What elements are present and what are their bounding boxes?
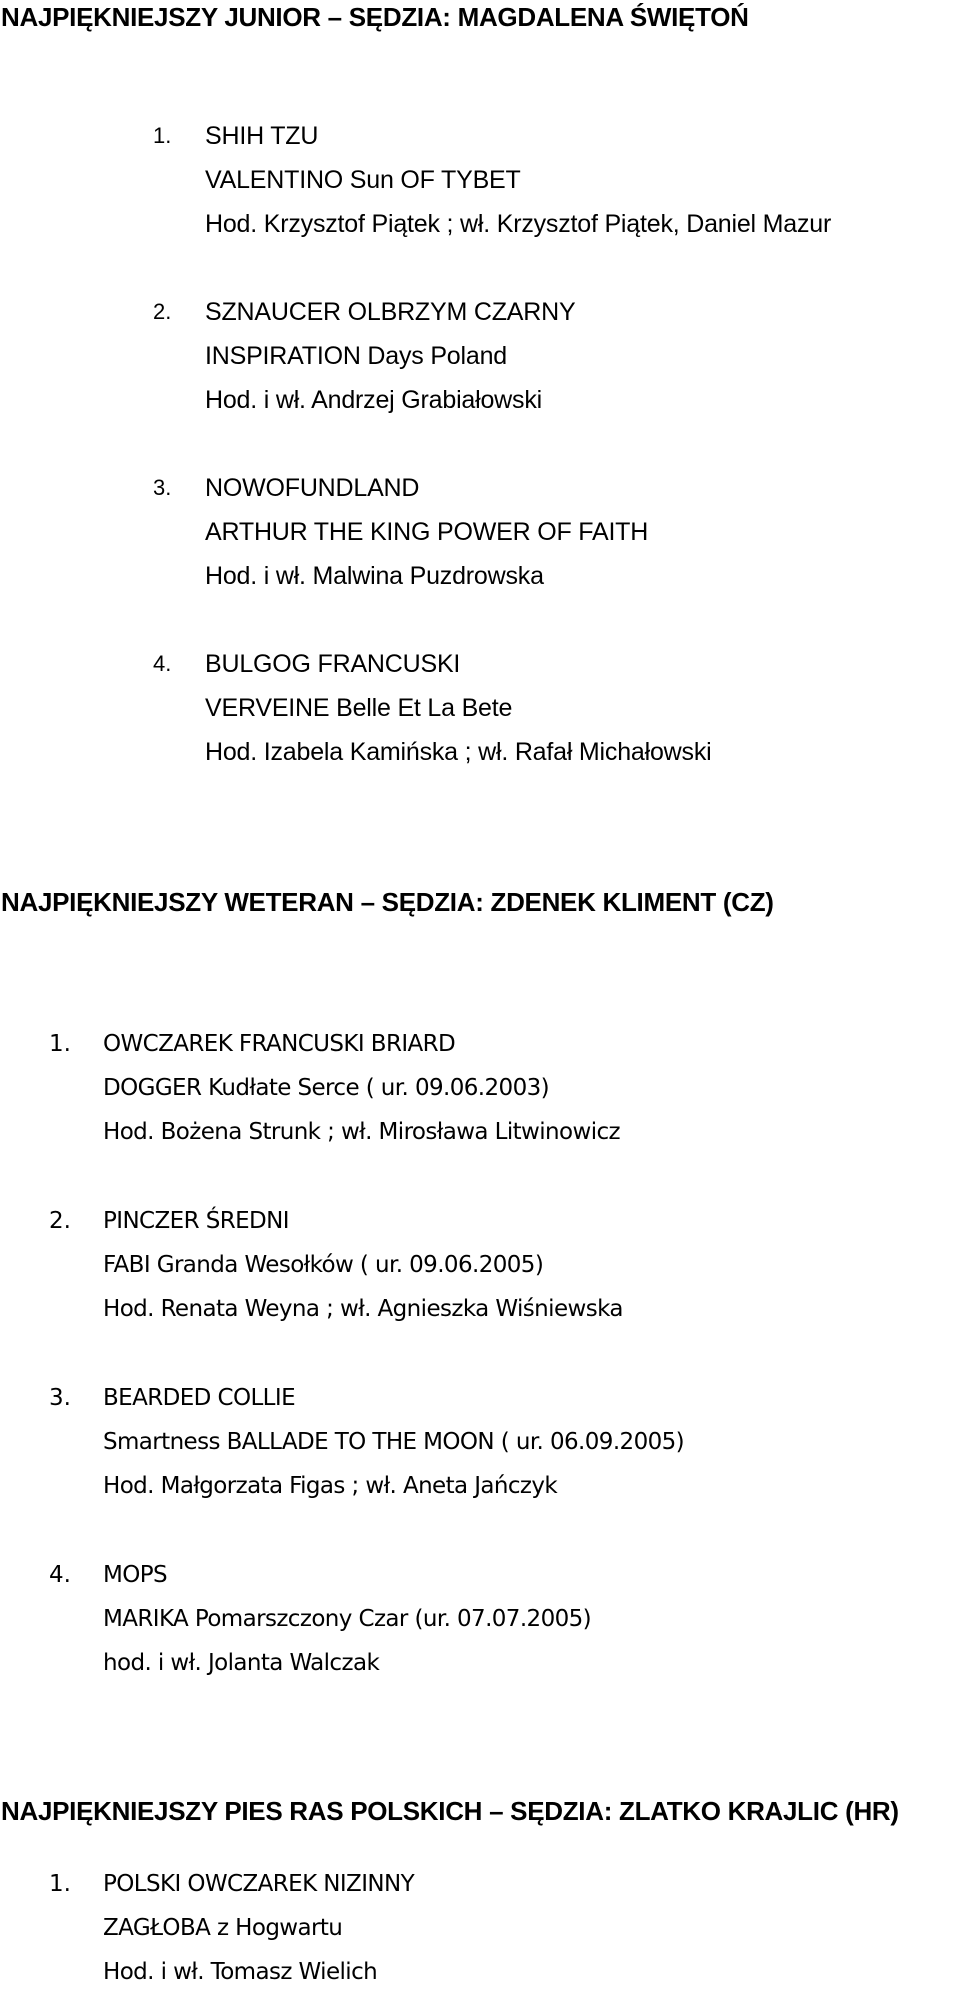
- dog-name: VALENTINO Sun OF TYBET: [205, 166, 521, 194]
- item-number: 1.: [49, 1031, 71, 1057]
- breeder-owner: Hod. Izabela Kamińska ; wł. Rafał Michałowski: [205, 738, 712, 766]
- breed: BULGOG FRANCUSKI: [205, 650, 461, 678]
- breeder-owner: Hod. i wł. Tomasz Wielich: [103, 1959, 378, 1985]
- breeder-owner: Hod. Bożena Strunk ; wł. Mirosława Litwinowicz: [103, 1119, 621, 1145]
- section-heading-veteran: NAJPIĘKNIEJSZY WETERAN – SĘDZIA: ZDENEK KLIMENT (CZ): [1, 887, 774, 917]
- dog-name: INSPIRATION Days Poland: [205, 342, 507, 370]
- dog-name: ZAGŁOBA z Hogwartu: [103, 1915, 343, 1941]
- breed: SHIH TZU: [205, 122, 319, 150]
- breeder-owner: Hod. i wł. Andrzej Grabiałowski: [205, 386, 542, 414]
- breed: OWCZAREK FRANCUSKI BRIARD: [103, 1031, 456, 1057]
- item-number: 1.: [153, 123, 172, 148]
- breeder-owner: Hod. Renata Weyna ; wł. Agnieszka Wiśniewska: [103, 1296, 623, 1322]
- breed: NOWOFUNDLAND: [205, 474, 420, 502]
- breed: BEARDED COLLIE: [103, 1385, 295, 1411]
- item-number: 3.: [49, 1385, 71, 1411]
- dog-name: DOGGER Kudłate Serce ( ur. 09.06.2003): [103, 1075, 550, 1101]
- item-number: 2.: [153, 299, 172, 324]
- dog-name: MARIKA Pomarszczony Czar (ur. 07.07.2005): [103, 1606, 592, 1632]
- section-heading-polish-breeds: NAJPIĘKNIEJSZY PIES RAS POLSKICH – SĘDZIA: ZLATKO KRAJLIC (HR): [1, 1796, 899, 1826]
- breed: MOPS: [103, 1562, 168, 1588]
- breed: SZNAUCER OLBRZYM CZARNY: [205, 298, 576, 326]
- breeder-owner: hod. i wł. Jolanta Walczak: [103, 1650, 380, 1676]
- item-number: 4.: [153, 651, 172, 676]
- dog-name: FABI Granda Wesołków ( ur. 09.06.2005): [103, 1252, 544, 1278]
- item-number: 4.: [49, 1562, 71, 1588]
- dog-name: Smartness BALLADE TO THE MOON ( ur. 06.09.2005): [103, 1429, 685, 1455]
- item-number: 3.: [153, 475, 172, 500]
- item-number: 1.: [49, 1871, 71, 1897]
- item-number: 2.: [49, 1208, 71, 1234]
- breed: POLSKI OWCZAREK NIZINNY: [103, 1871, 415, 1897]
- breed: PINCZER ŚREDNI: [103, 1208, 289, 1234]
- dog-name: VERVEINE Belle Et La Bete: [205, 694, 513, 722]
- breeder-owner: Hod. i wł. Malwina Puzdrowska: [205, 562, 544, 590]
- breeder-owner: Hod. Krzysztof Piątek ; wł. Krzysztof Piątek, Daniel Mazur: [205, 210, 832, 238]
- section-heading-junior: NAJPIĘKNIEJSZY JUNIOR – SĘDZIA: MAGDALENA ŚWIĘTOŃ: [1, 2, 749, 32]
- dog-name: ARTHUR THE KING POWER OF FAITH: [205, 518, 649, 546]
- breeder-owner: Hod. Małgorzata Figas ; wł. Aneta Jańczyk: [103, 1473, 558, 1499]
